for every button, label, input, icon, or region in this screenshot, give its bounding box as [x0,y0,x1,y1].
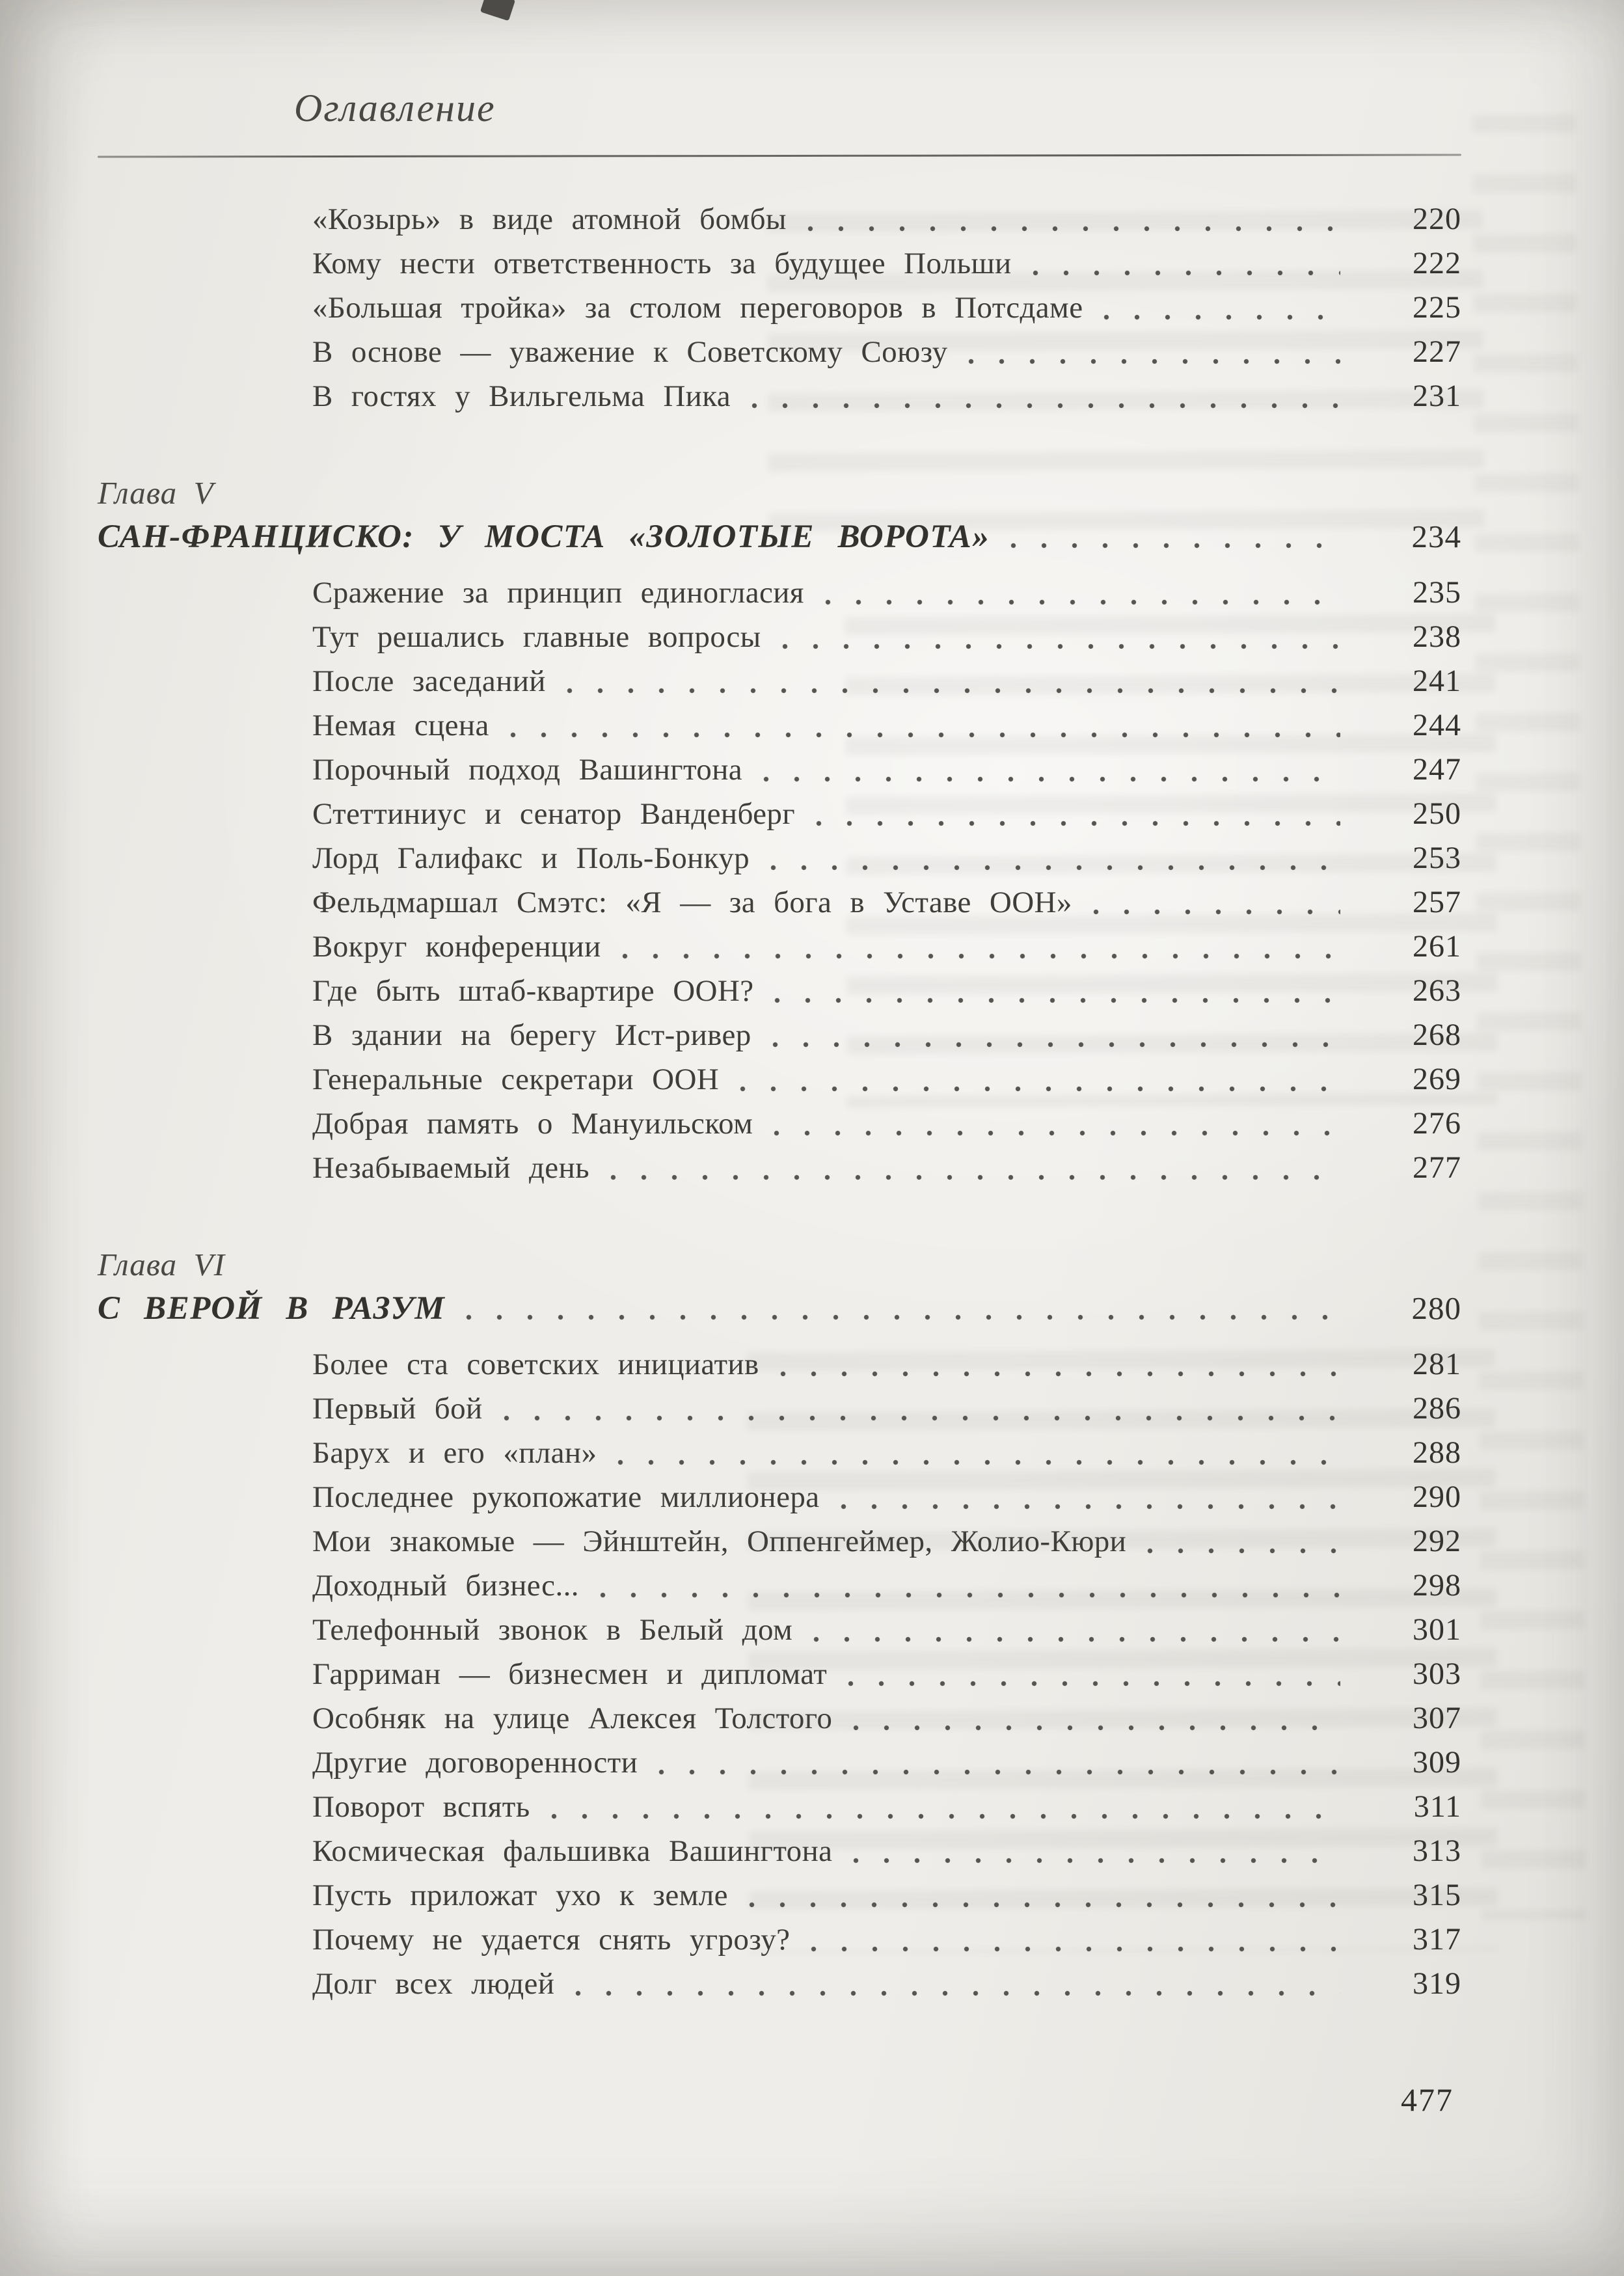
dot-leader [500,1390,1340,1427]
toc-entry-page: 238 [1413,619,1461,654]
toc-entry-label: Где быть штаб-квартире ООН? [312,974,754,1008]
toc-entry [98,619,1461,655]
dot-leader [837,1479,1340,1515]
toc-entry-page: 227 [1413,334,1461,369]
toc-entry-page: 288 [1413,1435,1461,1470]
dot-leader [606,1150,1340,1186]
toc-entry-page: 311 [1413,1789,1461,1824]
toc-entry-page: 244 [1413,708,1461,742]
toc-entry-label: Мои знакомые — Эйнштейн, Оппенгеймер, Жолио-Кюри [312,1524,1127,1558]
scan-artifact-mark [480,0,515,21]
toc-entry-label: Другие договоренности [312,1746,638,1780]
toc-entry-page: 277 [1413,1150,1461,1185]
toc-entry-page: 231 [1413,379,1461,413]
toc-entry-label: Гарриман — бизнесмен и дипломат [312,1657,828,1691]
toc-entry-label: В основе — уважение к Советскому Союзу [312,335,948,369]
toc-entry-page: 281 [1413,1347,1461,1381]
dot-leader [770,1105,1340,1142]
toc-entry-page: 303 [1413,1657,1461,1691]
toc-entry-label: Особняк на улице Алексея Толстого [312,1701,833,1735]
dot-leader [1100,290,1340,326]
dot-leader [844,1656,1340,1692]
toc-entry [98,1700,1461,1737]
toc-entry-page: 263 [1413,973,1461,1008]
page-number-folio: 477 [1401,2081,1454,2118]
toc-entry [98,1656,1461,1692]
toc-entry-label: В здании на берегу Ист-ривер [312,1018,751,1052]
toc-entry [98,1017,1461,1053]
toc-entry-label: Фельдмаршал Смэтс: «Я — за бога в Уставе ООН» [312,886,1072,919]
dot-leader [849,1833,1340,1869]
toc-entry-page: 315 [1413,1878,1461,1912]
chapter-title: С ВЕРОЙ В РАЗУМ [98,1290,446,1327]
dot-leader [1143,1523,1340,1560]
chapter-page-number: 280 [1411,1290,1461,1326]
toc-entry [98,707,1461,744]
toc-entry [98,1346,1461,1383]
toc-entry [98,245,1461,282]
toc-entry-label: «Большая тройка» за столом переговоров в Потсдаме [312,291,1083,325]
toc-entry-page: 290 [1413,1480,1461,1514]
dot-leader [462,1289,1340,1328]
toc-entry-label: Почему не удается снять угрозу? [312,1923,791,1957]
toc-entry [98,378,1461,414]
toc-entry-page: 250 [1413,796,1461,831]
toc-entry [98,796,1461,832]
toc-entry-label: После заседаний [312,664,546,698]
toc-entry-page: 317 [1413,1922,1461,1957]
dot-leader [759,752,1340,788]
toc-section [98,201,1461,414]
toc-entry-label: «Козырь» в виде атомной бомбы [312,202,787,236]
dot-leader [736,1061,1340,1098]
toc-entry-page: 257 [1413,885,1461,919]
toc-entry [98,1612,1461,1648]
toc-entry-label: Лорд Галифакс и Поль-Бонкур [312,841,750,875]
dot-leader [1029,245,1340,282]
dot-leader [748,378,1340,414]
toc-entry-page: 235 [1413,575,1461,610]
toc-entry-list [98,1346,1461,2002]
dot-leader [812,796,1340,832]
toc-entry-label: Тут решались главные вопросы [312,620,761,654]
toc-entry [98,884,1461,921]
toc-section [98,1246,1461,2002]
toc-entry [98,1150,1461,1186]
toc-entry [98,1523,1461,1560]
dot-leader [618,928,1340,965]
toc-entry-page: 309 [1413,1745,1461,1780]
toc-entry [98,928,1461,965]
page-title: Оглавление [294,87,496,129]
toc-entry-page: 301 [1413,1612,1461,1647]
dot-leader [776,1346,1340,1383]
toc-entry-label: Последнее рукопожатие миллионера [312,1480,820,1514]
toc-entry-label: Сражение за принцип единогласия [312,576,804,610]
toc-entry [98,1789,1461,1825]
toc-entry [98,752,1461,788]
toc-entry [98,1966,1461,2002]
chapter-title-row [98,1289,1461,1328]
dot-leader [596,1567,1340,1604]
dot-leader [964,334,1340,370]
dot-leader [766,840,1340,876]
toc-entry [98,575,1461,611]
toc-entry [98,1061,1461,1098]
toc-entry-page: 307 [1413,1701,1461,1735]
header-rule [98,154,1461,158]
dot-leader [1007,517,1340,556]
toc-entry-label: Генеральные секретари ООН [312,1063,720,1096]
toc [98,158,1461,2002]
toc-entry-page: 253 [1413,841,1461,875]
toc-entry [98,1479,1461,1515]
bleed-through-ghost [1472,98,1586,1920]
toc-entry [98,290,1461,326]
chapter-kicker: Глава V [98,475,214,511]
dot-leader [809,1612,1340,1648]
chapter-kicker: Глава VI [98,1247,225,1282]
toc-entry-label: Порочный подход Вашингтона [312,753,743,787]
toc-entry [98,1567,1461,1604]
dot-leader [506,707,1340,744]
toc-entry-page: 276 [1413,1106,1461,1141]
toc-entry [98,973,1461,1009]
toc-entry-page: 247 [1413,752,1461,787]
toc-entry-page: 225 [1413,290,1461,325]
toc-entry-list [98,575,1461,1186]
toc-entry-page: 292 [1413,1524,1461,1558]
toc-entry-label: Вокруг конференции [312,930,601,964]
dot-leader [563,663,1340,699]
toc-entry-label: Немая сцена [312,709,489,742]
toc-entry-label: Незабываемый день [312,1151,589,1185]
toc-entry [98,1744,1461,1781]
toc-entry [98,1390,1461,1427]
toc-entry-label: Барух и его «план» [312,1436,597,1470]
toc-entry-label: Долг всех людей [312,1967,555,2001]
toc-entry-label: Более ста советских инициатив [312,1348,759,1381]
dot-leader [778,619,1340,655]
dot-leader [807,1921,1340,1958]
toc-entry [98,1833,1461,1869]
toc-section [98,474,1461,1186]
toc-entry-page: 319 [1413,1966,1461,2001]
toc-entry-label: Стеттиниус и сенатор Ванденберг [312,797,796,831]
toc-entry-page: 220 [1413,202,1461,236]
toc-entry-label: Первый бой [312,1392,483,1426]
dot-leader [1089,884,1340,921]
toc-entry-label: Доходный бизнес... [312,1569,579,1603]
toc-entry-list [98,201,1461,414]
chapter-page-number: 234 [1411,519,1461,554]
toc-entry-page: 298 [1413,1568,1461,1603]
toc-entry-page: 313 [1413,1834,1461,1868]
toc-entry-page: 269 [1413,1062,1461,1096]
dot-leader [745,1877,1340,1914]
chapter-title-row [98,517,1461,556]
toc-entry-page: 286 [1413,1391,1461,1426]
dot-leader [571,1966,1340,2002]
toc-entry-page: 268 [1413,1018,1461,1052]
dot-leader [849,1700,1340,1737]
toc-entry-label: Кому нести ответственность за будущее Польши [312,247,1012,280]
dot-leader [770,973,1340,1009]
toc-entry-label: Телефонный звонок в Белый дом [312,1613,793,1647]
toc-entry-label: Поворот вспять [312,1790,530,1824]
dot-leader [804,201,1340,237]
toc-entry-label: Космическая фальшивка Вашингтона [312,1834,833,1868]
toc-entry-page: 241 [1413,664,1461,698]
toc-entry [98,1435,1461,1471]
chapter-title: САН-ФРАНЦИСКО: У МОСТА «ЗОЛОТЫЕ ВОРОТА» [98,519,990,555]
toc-entry [98,1877,1461,1914]
dot-leader [547,1789,1340,1825]
toc-entry [98,1921,1461,1958]
toc-entry-label: Пусть приложат ухо к земле [312,1878,728,1912]
toc-entry [98,663,1461,699]
toc-entry [98,840,1461,876]
toc-entry-label: В гостях у Вильгельма Пика [312,379,731,413]
dot-leader [821,575,1340,611]
toc-entry [98,1105,1461,1142]
toc-entry-page: 261 [1413,929,1461,964]
toc-entry [98,201,1461,237]
toc-entry [98,334,1461,370]
dot-leader [655,1744,1340,1781]
toc-entry-page: 222 [1413,246,1461,280]
dot-leader [768,1017,1340,1053]
dot-leader [614,1435,1340,1471]
toc-entry-label: Добрая память о Мануильском [312,1107,753,1141]
